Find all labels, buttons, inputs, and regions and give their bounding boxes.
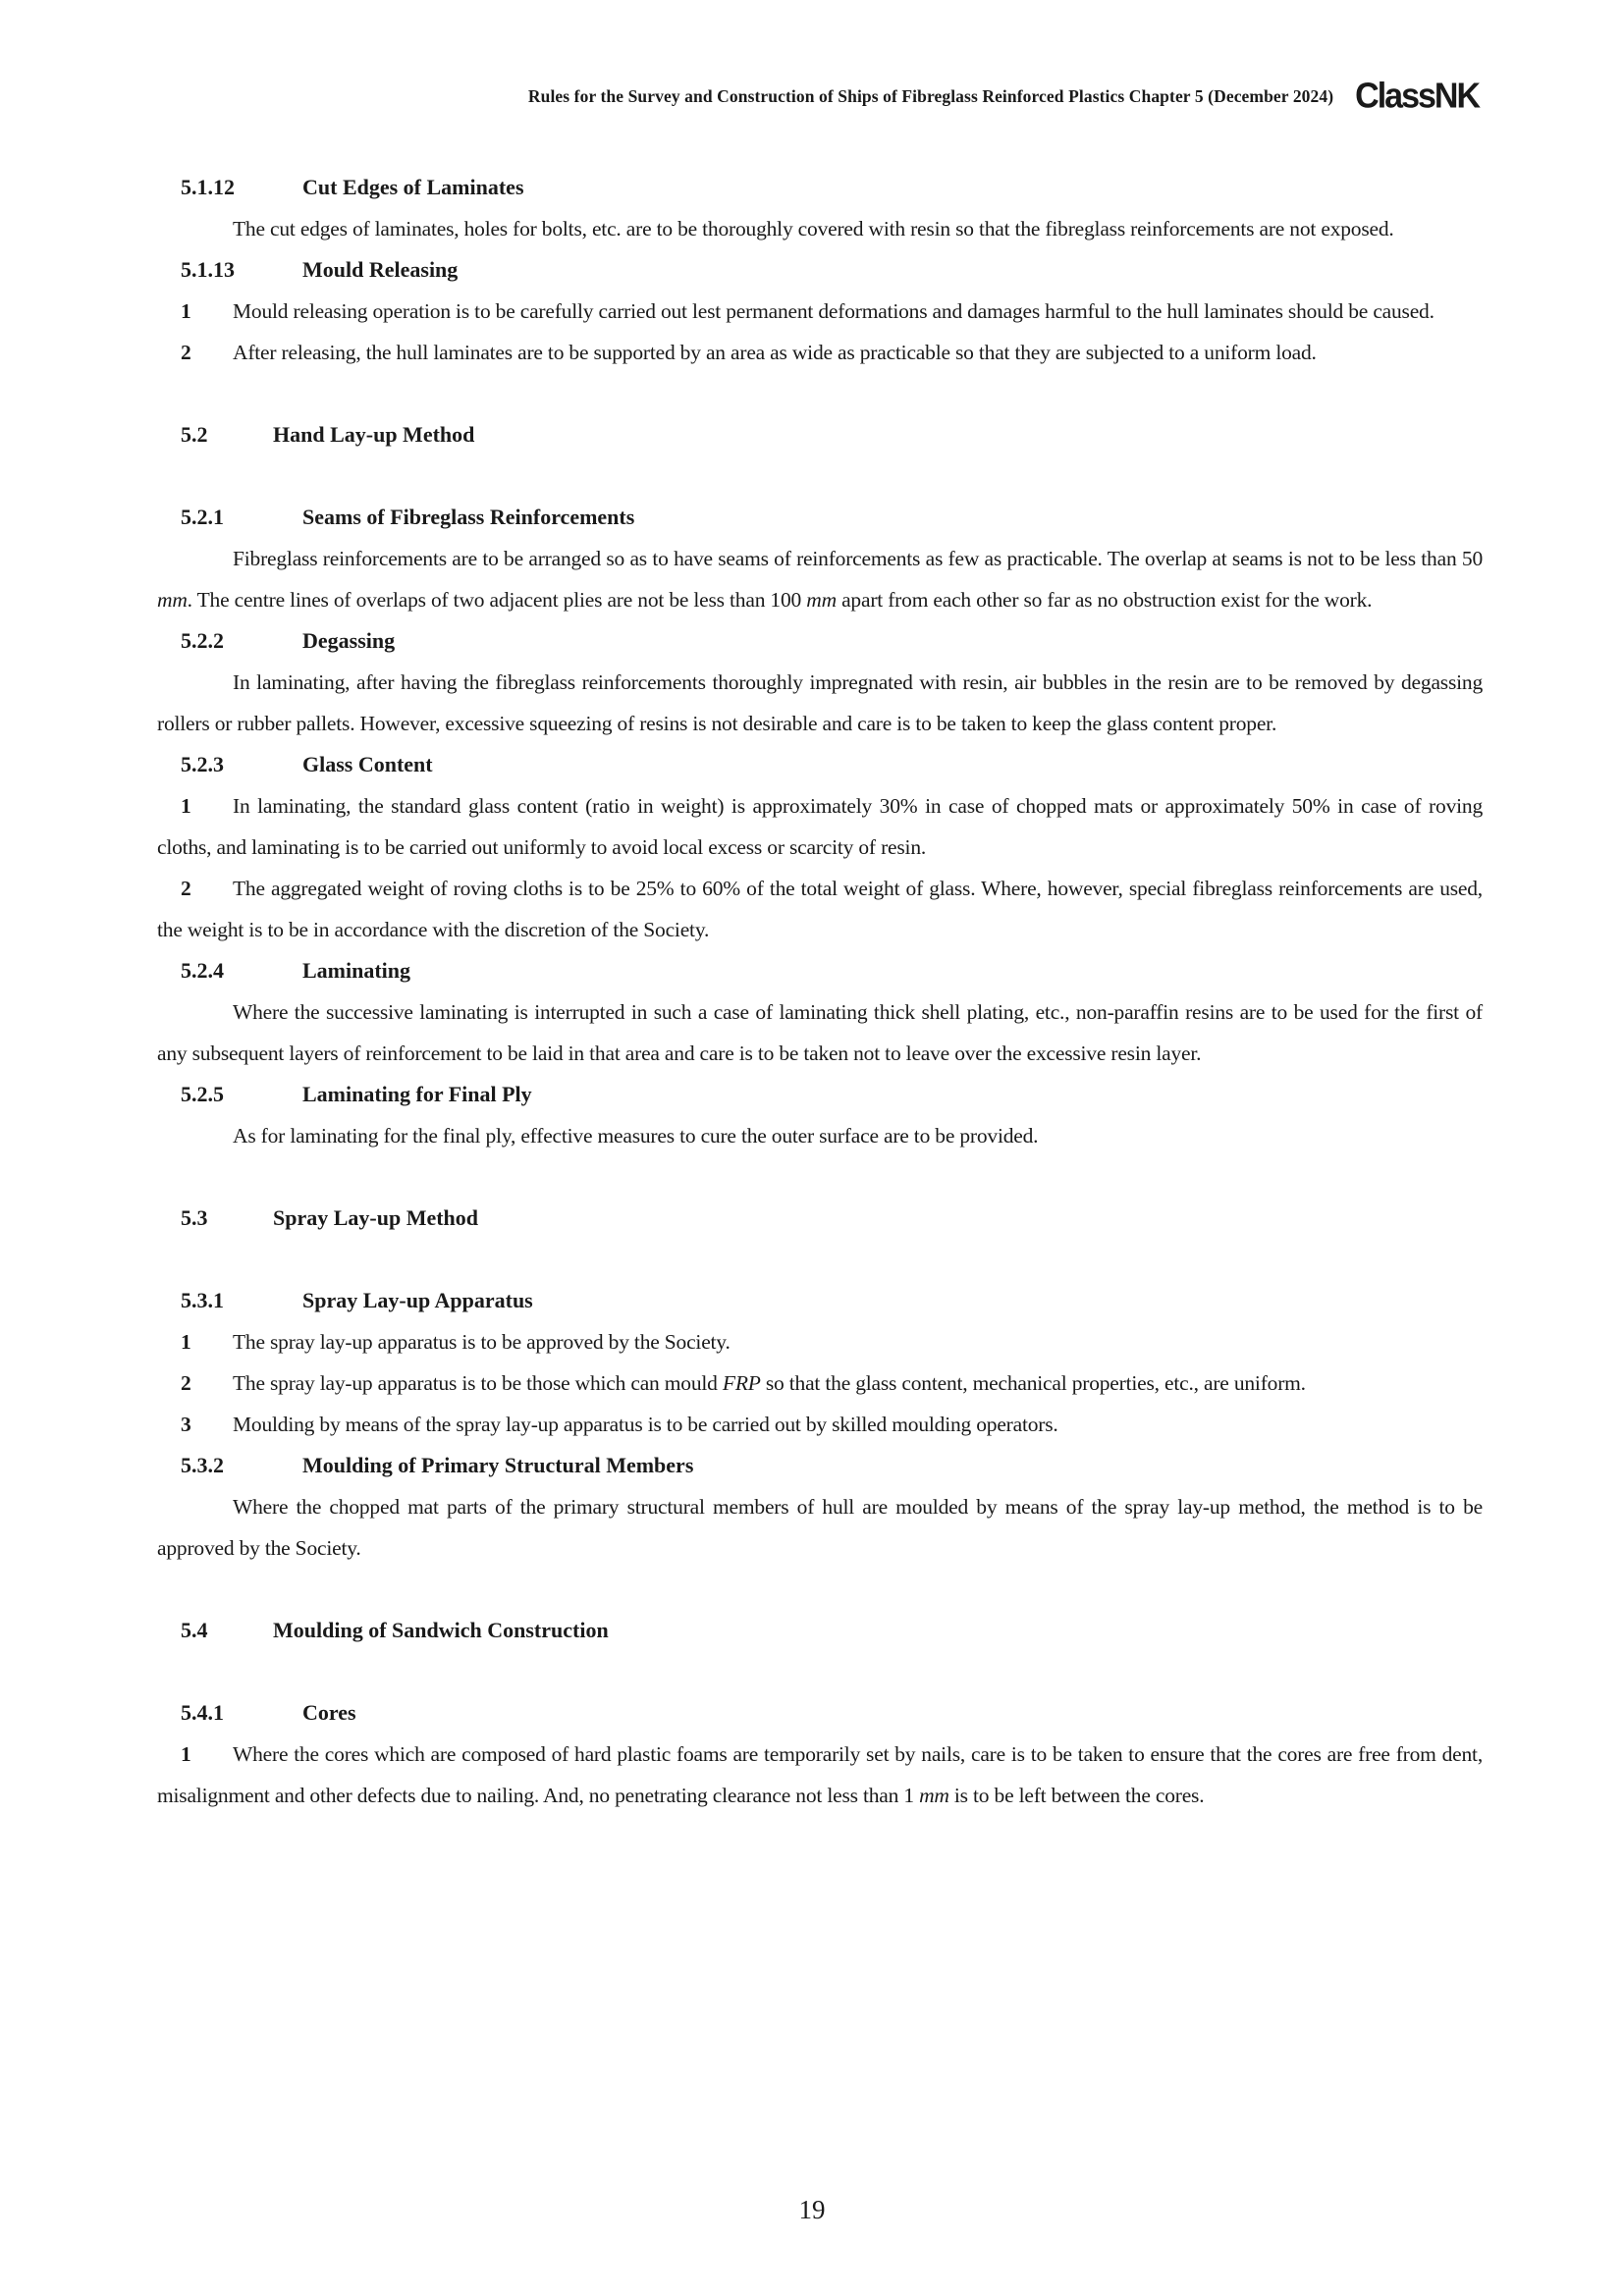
item-number: 1	[181, 299, 191, 323]
section-heading-5-4	[157, 1610, 1483, 1651]
section-number: 5.3.1	[181, 1288, 224, 1312]
item-number: 2	[181, 1371, 191, 1395]
section-number: 5.1.12	[181, 175, 235, 199]
item-number: 1	[181, 794, 191, 818]
section-title: Cores	[302, 1700, 356, 1725]
section-title: Moulding of Sandwich Construction	[273, 1618, 609, 1642]
page-number: 19	[798, 2195, 826, 2224]
section-title: Spray Lay-up Method	[273, 1205, 479, 1230]
paragraph: The cut edges of laminates, holes for bolts, etc. are to be thoroughly covered with resin so that the fibreglass reinforcements are not exposed.	[233, 217, 1394, 240]
section-title: Degassing	[302, 628, 396, 653]
text-run: The spray lay-up apparatus is to be those which can mould	[233, 1371, 723, 1395]
section-title: Laminating for Final Ply	[302, 1082, 532, 1106]
section-heading-5-2-4	[157, 950, 1483, 991]
running-title: Rules for the Survey and Construction of Ships of Fibreglass Reinforced Plastics Chapter 5 (December 2024)	[527, 85, 1334, 106]
section-number: 5.3	[181, 1205, 208, 1230]
section-number: 5.3.2	[181, 1453, 224, 1477]
paragraph: Where the chopped mat parts of the primary structural members of hull are moulded by means of the spray lay-up method, the method is to be approved by the Society.	[157, 1495, 1483, 1560]
paragraph: In laminating, after having the fibreglass reinforcements thoroughly impregnated with resin, air bubbles in the resin are to be removed by degassing rollers or rubber pallets. However, excessive squeezing of resins is not desirable and care is to be taken to keep the glass content proper.	[157, 670, 1483, 735]
numbered-paragraph	[157, 1362, 1483, 1404]
item-text: Moulding by means of the spray lay-up apparatus is to be carried out by skilled moulding operators.	[233, 1413, 1058, 1436]
text-run: is to be left between the cores.	[948, 1784, 1205, 1807]
section-number: 5.2.1	[181, 505, 224, 529]
section-heading-5-3-2	[157, 1445, 1483, 1486]
numbered-paragraph	[157, 1734, 1483, 1816]
section-heading-5-1-13	[157, 249, 1483, 291]
numbered-paragraph	[157, 1404, 1483, 1445]
numbered-paragraph	[157, 868, 1483, 950]
numbered-paragraph	[157, 785, 1483, 868]
section-heading-5-3	[157, 1198, 1483, 1239]
section-heading-5-2	[157, 414, 1483, 455]
section-heading-5-2-2	[157, 620, 1483, 662]
section-heading-5-2-1	[157, 497, 1483, 538]
paragraph: Where the successive laminating is interrupted in such a case of laminating thick shell plating, etc., non-paraffin resins are to be used for the first of any subsequent layers of reinforcement to be laid in that area and care is to be taken not to leave over the excessive resin layer.	[157, 1000, 1483, 1065]
section-title: Cut Edges of Laminates	[302, 175, 524, 199]
page-header	[0, 77, 1479, 116]
section-heading-5-2-3	[157, 744, 1483, 785]
classnk-logo: ClassNK	[1355, 77, 1479, 116]
section-number: 5.2.4	[181, 958, 224, 983]
unit-mm: mm	[157, 588, 188, 612]
text-run: so that the glass content, mechanical properties, etc., are uniform.	[760, 1371, 1306, 1395]
section-heading-5-3-1	[157, 1280, 1483, 1321]
section-number: 5.2.3	[181, 752, 224, 776]
item-number: 1	[181, 1330, 191, 1354]
section-number: 5.4.1	[181, 1700, 224, 1725]
item-text: The aggregated weight of roving cloths is to be 25% to 60% of the total weight of glass. Where, however, special fibreglass reinforcements are used, the weight is to be in accordance with the discretion of the Society.	[157, 877, 1483, 941]
section-title: Mould Releasing	[302, 257, 459, 282]
numbered-paragraph	[157, 291, 1483, 332]
section-title: Hand Lay-up Method	[273, 422, 475, 447]
item-number: 2	[181, 341, 191, 364]
section-number: 5.2	[181, 422, 208, 447]
section-heading-5-4-1	[157, 1692, 1483, 1734]
section-number: 5.1.13	[181, 257, 235, 282]
section-title: Laminating	[302, 958, 411, 983]
section-heading-5-1-12	[157, 167, 1483, 208]
section-number: 5.2.5	[181, 1082, 224, 1106]
item-text: In laminating, the standard glass content (ratio in weight) is approximately 30% in case of chopped mats or approximately 50% in case of roving cloths, and laminating is to be carried out uniformly to avoid local excess or scarcity of resin.	[157, 794, 1483, 859]
paragraph	[157, 538, 1483, 620]
section-title: Spray Lay-up Apparatus	[302, 1288, 533, 1312]
item-text: The spray lay-up apparatus is to be approved by the Society.	[233, 1330, 731, 1354]
unit-mm: mm	[919, 1784, 949, 1807]
section-title: Moulding of Primary Structural Members	[302, 1453, 694, 1477]
item-text: Mould releasing operation is to be carefully carried out lest permanent deformations and damages harmful to the hull laminates should be caused.	[233, 299, 1435, 323]
section-heading-5-2-5	[157, 1074, 1483, 1115]
section-title: Glass Content	[302, 752, 433, 776]
frp-term: FRP	[722, 1371, 761, 1395]
section-number: 5.4	[181, 1618, 208, 1642]
text-run: apart from each other so far as no obstruction exist for the work.	[836, 588, 1373, 612]
item-number: 2	[181, 877, 191, 900]
item-number: 1	[181, 1742, 191, 1766]
text-run: . The centre lines of overlaps of two adjacent plies are not be less than 100	[187, 588, 807, 612]
section-title: Seams of Fibreglass Reinforcements	[302, 505, 635, 529]
section-number: 5.2.2	[181, 628, 224, 653]
item-text: After releasing, the hull laminates are to be supported by an area as wide as practicable so that they are subjected to a uniform load.	[233, 341, 1317, 364]
document-body	[157, 167, 1483, 1816]
unit-mm: mm	[806, 588, 837, 612]
numbered-paragraph	[157, 1321, 1483, 1362]
paragraph: As for laminating for the final ply, effective measures to cure the outer surface are to be provided.	[233, 1124, 1039, 1148]
numbered-paragraph	[157, 332, 1483, 373]
item-number: 3	[181, 1413, 191, 1436]
text-run: Fibreglass reinforcements are to be arranged so as to have seams of reinforcements as few as practicable. The overlap at seams is not to be less than 50	[233, 547, 1483, 570]
text-run: Where the cores which are composed of hard plastic foams are temporarily set by nails, care is to be taken to ensure that the cores are free from dent, misalignment and other defects due to nailing. And, no penetrating clearance not less than 1	[157, 1742, 1483, 1807]
